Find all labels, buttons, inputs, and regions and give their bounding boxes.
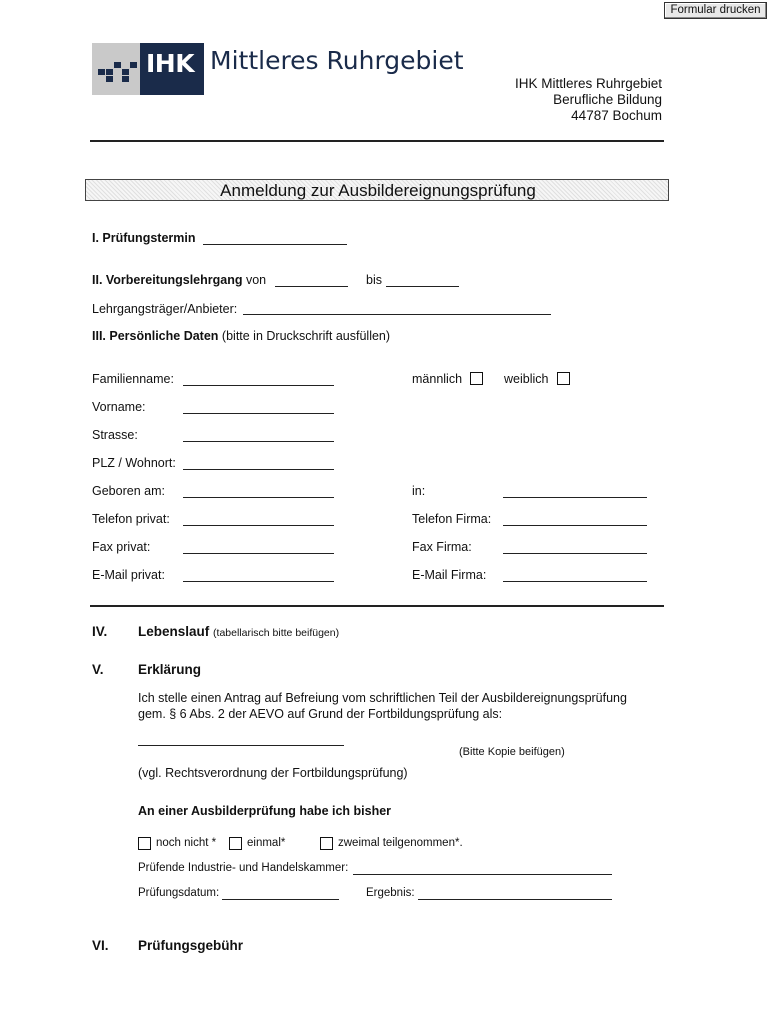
exam-date-label: Prüfungsdatum:: [138, 887, 220, 899]
section5-title: Erklärung: [138, 662, 202, 677]
declaration-text-1: Ich stelle einen Antrag auf Befreiung vom schriftlichen Teil der Ausbildereignungsprüfung: [138, 691, 627, 705]
male-label: männlich: [412, 372, 463, 386]
course-to-field[interactable]: [386, 286, 459, 287]
section3-label: III. Persönliche Daten: [92, 329, 219, 343]
section2-from: von: [245, 273, 267, 287]
section3-note: (bitte in Druckschrift ausfüllen): [221, 329, 391, 343]
city-field[interactable]: [183, 469, 334, 470]
never-checkbox[interactable]: [138, 837, 151, 850]
field-label-street: Strasse:: [92, 428, 138, 442]
section2-to: bis: [366, 273, 382, 287]
email-company-field[interactable]: [503, 581, 647, 582]
once-label: einmal*: [247, 837, 286, 849]
copy-note: (Bitte Kopie beifügen): [459, 746, 565, 758]
twice-checkbox[interactable]: [320, 837, 333, 850]
course-from-field[interactable]: [275, 286, 348, 287]
section5-number: V.: [92, 662, 104, 677]
phone-company-field[interactable]: [503, 525, 647, 526]
provider-field[interactable]: [243, 314, 551, 315]
form-title-box: [85, 179, 669, 201]
prior-exam-date-field[interactable]: [222, 899, 339, 900]
field-label-fax-private: Fax privat:: [92, 540, 151, 554]
female-checkbox[interactable]: [557, 372, 570, 385]
never-label: noch nicht *: [156, 837, 217, 849]
field-label-phone-private: Telefon privat:: [92, 512, 170, 526]
divider: [90, 605, 664, 607]
field-label-email-private: E-Mail privat:: [92, 568, 165, 582]
chamber-label: Prüfende Industrie- und Handelskammer:: [138, 862, 349, 874]
section4-row: [138, 624, 339, 639]
print-form-button[interactable]: Formular drucken: [664, 2, 767, 19]
field-label-fax-company: Fax Firma:: [412, 540, 472, 554]
exam-date-field[interactable]: [203, 244, 347, 245]
phone-private-field[interactable]: [183, 525, 334, 526]
divider: [90, 140, 664, 142]
fax-company-field[interactable]: [503, 553, 647, 554]
regulation-note: (vgl. Rechtsverordnung der Fortbildungsprüfung): [138, 766, 408, 780]
birthdate-field[interactable]: [183, 497, 334, 498]
result-label: Ergebnis:: [366, 887, 415, 899]
form-title: Anmeldung zur Ausbildereignungsprüfung: [220, 181, 536, 200]
email-private-field[interactable]: [183, 581, 334, 582]
section2-row: [92, 273, 266, 287]
address-line-3: 44787 Bochum: [571, 108, 662, 123]
declaration-text-2: gem. § 6 Abs. 2 der AEVO auf Grund der Fortbildungsprüfung als:: [138, 707, 503, 721]
field-label-city: PLZ / Wohnort:: [92, 456, 176, 470]
field-label-email-company: E-Mail Firma:: [412, 568, 487, 582]
street-field[interactable]: [183, 441, 334, 442]
logo-abbr: IHK: [146, 49, 195, 78]
section1-label: I. Prüfungstermin: [92, 231, 196, 245]
prior-exam-heading: An einer Ausbilderprüfung habe ich bisher: [138, 804, 392, 818]
field-label-birthplace: in:: [412, 484, 426, 498]
male-checkbox[interactable]: [470, 372, 483, 385]
field-label-phone-company: Telefon Firma:: [412, 512, 492, 526]
field-label-firstname: Vorname:: [92, 400, 146, 414]
logo-name: Mittleres Ruhrgebiet: [210, 46, 464, 75]
section4-note: (tabellarisch bitte beifügen): [213, 627, 340, 639]
field-label-lastname: Familienname:: [92, 372, 174, 386]
provider-label: Lehrgangsträger/Anbieter:: [92, 302, 238, 316]
birthplace-field[interactable]: [503, 497, 647, 498]
result-field[interactable]: [418, 899, 612, 900]
once-checkbox[interactable]: [229, 837, 242, 850]
ihk-logo: [92, 43, 204, 95]
chamber-field[interactable]: [353, 874, 612, 875]
qualification-field[interactable]: [138, 745, 344, 746]
fax-private-field[interactable]: [183, 553, 334, 554]
section6-number: VI.: [92, 938, 109, 953]
section3-row: [92, 329, 390, 343]
section2-label: II. Vorbereitungslehrgang: [92, 273, 243, 287]
lastname-field[interactable]: [183, 385, 334, 386]
address-line-2: Berufliche Bildung: [553, 92, 662, 107]
section6-title: Prüfungsgebühr: [138, 938, 243, 953]
female-label: weiblich: [504, 372, 549, 386]
section4-title: Lebenslauf: [138, 624, 210, 639]
address-line-1: IHK Mittleres Ruhrgebiet: [514, 76, 662, 91]
firstname-field[interactable]: [183, 413, 334, 414]
twice-label: zweimal teilgenommen*.: [338, 837, 463, 849]
section4-number: IV.: [92, 624, 108, 639]
field-label-birthdate: Geboren am:: [92, 484, 165, 498]
